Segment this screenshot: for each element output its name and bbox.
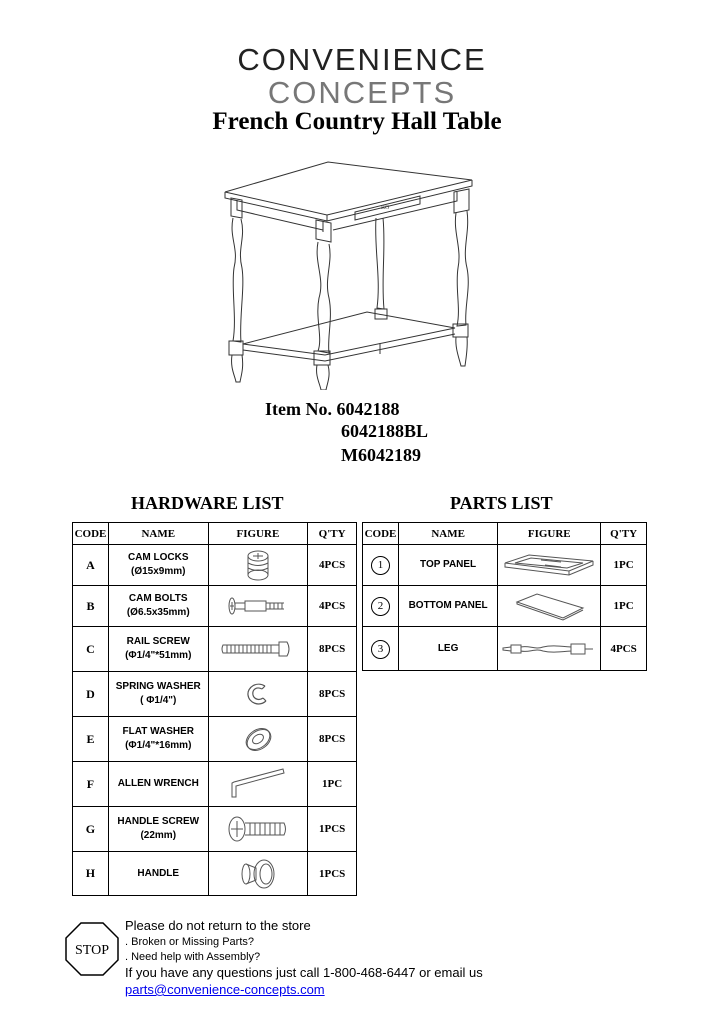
parts-header-row	[363, 523, 647, 545]
part-name: BOTTOM PANEL	[398, 586, 497, 627]
hardware-col-name: NAME	[108, 523, 208, 545]
hardware-name: CAM BOLTS (Ø6.5x35mm)	[108, 586, 208, 627]
hardware-table	[72, 522, 357, 896]
table-row	[73, 852, 357, 896]
hardware-header-row	[73, 523, 357, 545]
parts-col-figure: FIGURE	[498, 523, 601, 545]
cam-bolt-icon	[226, 594, 290, 618]
hardware-col-figure: FIGURE	[208, 523, 308, 545]
item-number-2: 6042188BL	[341, 421, 429, 441]
part-code: 3	[371, 640, 390, 659]
hardware-code: F	[73, 762, 109, 807]
cam-lock-icon	[238, 547, 278, 583]
table-row	[73, 545, 357, 586]
hardware-name: CAM LOCKS (Ø15x9mm)	[108, 545, 208, 586]
table-row	[73, 762, 357, 807]
part-name: LEG	[398, 627, 497, 671]
parts-col-code: CODE	[363, 523, 399, 545]
hardware-name: SPRING WASHER ( Φ1/4")	[108, 672, 208, 717]
part-code: 2	[371, 597, 390, 616]
hardware-col-qty: Q'TY	[308, 523, 357, 545]
flat-washer-icon	[241, 725, 275, 753]
hardware-col-code: CODE	[73, 523, 109, 545]
rail-screw-icon	[221, 639, 295, 659]
hardware-code: C	[73, 627, 109, 672]
item-number-label: Item No.	[265, 399, 332, 419]
parts-table	[362, 522, 647, 671]
stop-sign-text: STOP	[75, 943, 109, 958]
hardware-qty: 8PCS	[308, 627, 357, 672]
hardware-name: RAIL SCREW (Φ1/4"*51mm)	[108, 627, 208, 672]
table-row	[73, 717, 357, 762]
hardware-code: E	[73, 717, 109, 762]
hardware-code: G	[73, 807, 109, 852]
hardware-name: HANDLE	[108, 852, 208, 896]
parts-col-name: NAME	[398, 523, 497, 545]
item-number-1: 6042188	[336, 399, 400, 419]
footer-line-2: . Broken or Missing Parts?	[125, 936, 254, 948]
parts-list-heading: PARTS LIST	[450, 493, 553, 513]
table-row	[73, 807, 357, 852]
table-row	[363, 586, 647, 627]
table-illustration	[215, 158, 485, 390]
footer-line-4: If you have any questions just call 1-800-468-6447 or email us	[125, 965, 483, 980]
table-row	[73, 627, 357, 672]
part-qty: 1PC	[601, 545, 647, 586]
hardware-qty: 1PCS	[308, 807, 357, 852]
handle-screw-icon	[226, 812, 290, 846]
bottom-panel-icon	[509, 590, 589, 622]
allen-wrench-icon	[228, 767, 288, 801]
spring-washer-icon	[243, 679, 273, 709]
stop-sign-icon	[64, 921, 120, 977]
hardware-code: D	[73, 672, 109, 717]
hardware-qty: 4PCS	[308, 586, 357, 627]
hardware-code: H	[73, 852, 109, 896]
hardware-qty: 8PCS	[308, 717, 357, 762]
table-row	[363, 627, 647, 671]
part-code: 1	[371, 556, 390, 575]
part-qty: 1PC	[601, 586, 647, 627]
hardware-name: FLAT WASHER (Φ1/4"*16mm)	[108, 717, 208, 762]
top-panel-icon	[501, 551, 597, 579]
parts-col-qty: Q'TY	[601, 523, 647, 545]
hardware-list-heading: HARDWARE LIST	[131, 493, 284, 513]
item-number-line	[265, 399, 399, 420]
table-row	[363, 545, 647, 586]
hardware-qty: 4PCS	[308, 545, 357, 586]
leg-icon	[501, 639, 597, 659]
hardware-qty: 1PCS	[308, 852, 357, 896]
handle-knob-icon	[238, 856, 278, 892]
item-number-3: M6042189	[341, 445, 421, 465]
brand-line-2: CONCEPTS	[267, 75, 457, 110]
footer-line-3: . Need help with Assembly?	[125, 951, 261, 963]
table-row	[73, 672, 357, 717]
hardware-name: HANDLE SCREW (22mm)	[108, 807, 208, 852]
hardware-qty: 8PCS	[308, 672, 357, 717]
hardware-code: A	[73, 545, 109, 586]
drawer-marking: RO	[381, 205, 390, 211]
hardware-name: ALLEN WRENCH	[108, 762, 208, 807]
product-title: French Country Hall Table	[212, 108, 502, 135]
hardware-code: B	[73, 586, 109, 627]
table-row	[73, 586, 357, 627]
brand-line-1: CONVENIENCE	[237, 42, 487, 77]
support-email-link[interactable]: parts@convenience-concepts.com	[125, 982, 325, 997]
part-name: TOP PANEL	[398, 545, 497, 586]
footer-line-1: Please do not return to the store	[125, 918, 311, 933]
part-qty: 4PCS	[601, 627, 647, 671]
hardware-qty: 1PC	[308, 762, 357, 807]
